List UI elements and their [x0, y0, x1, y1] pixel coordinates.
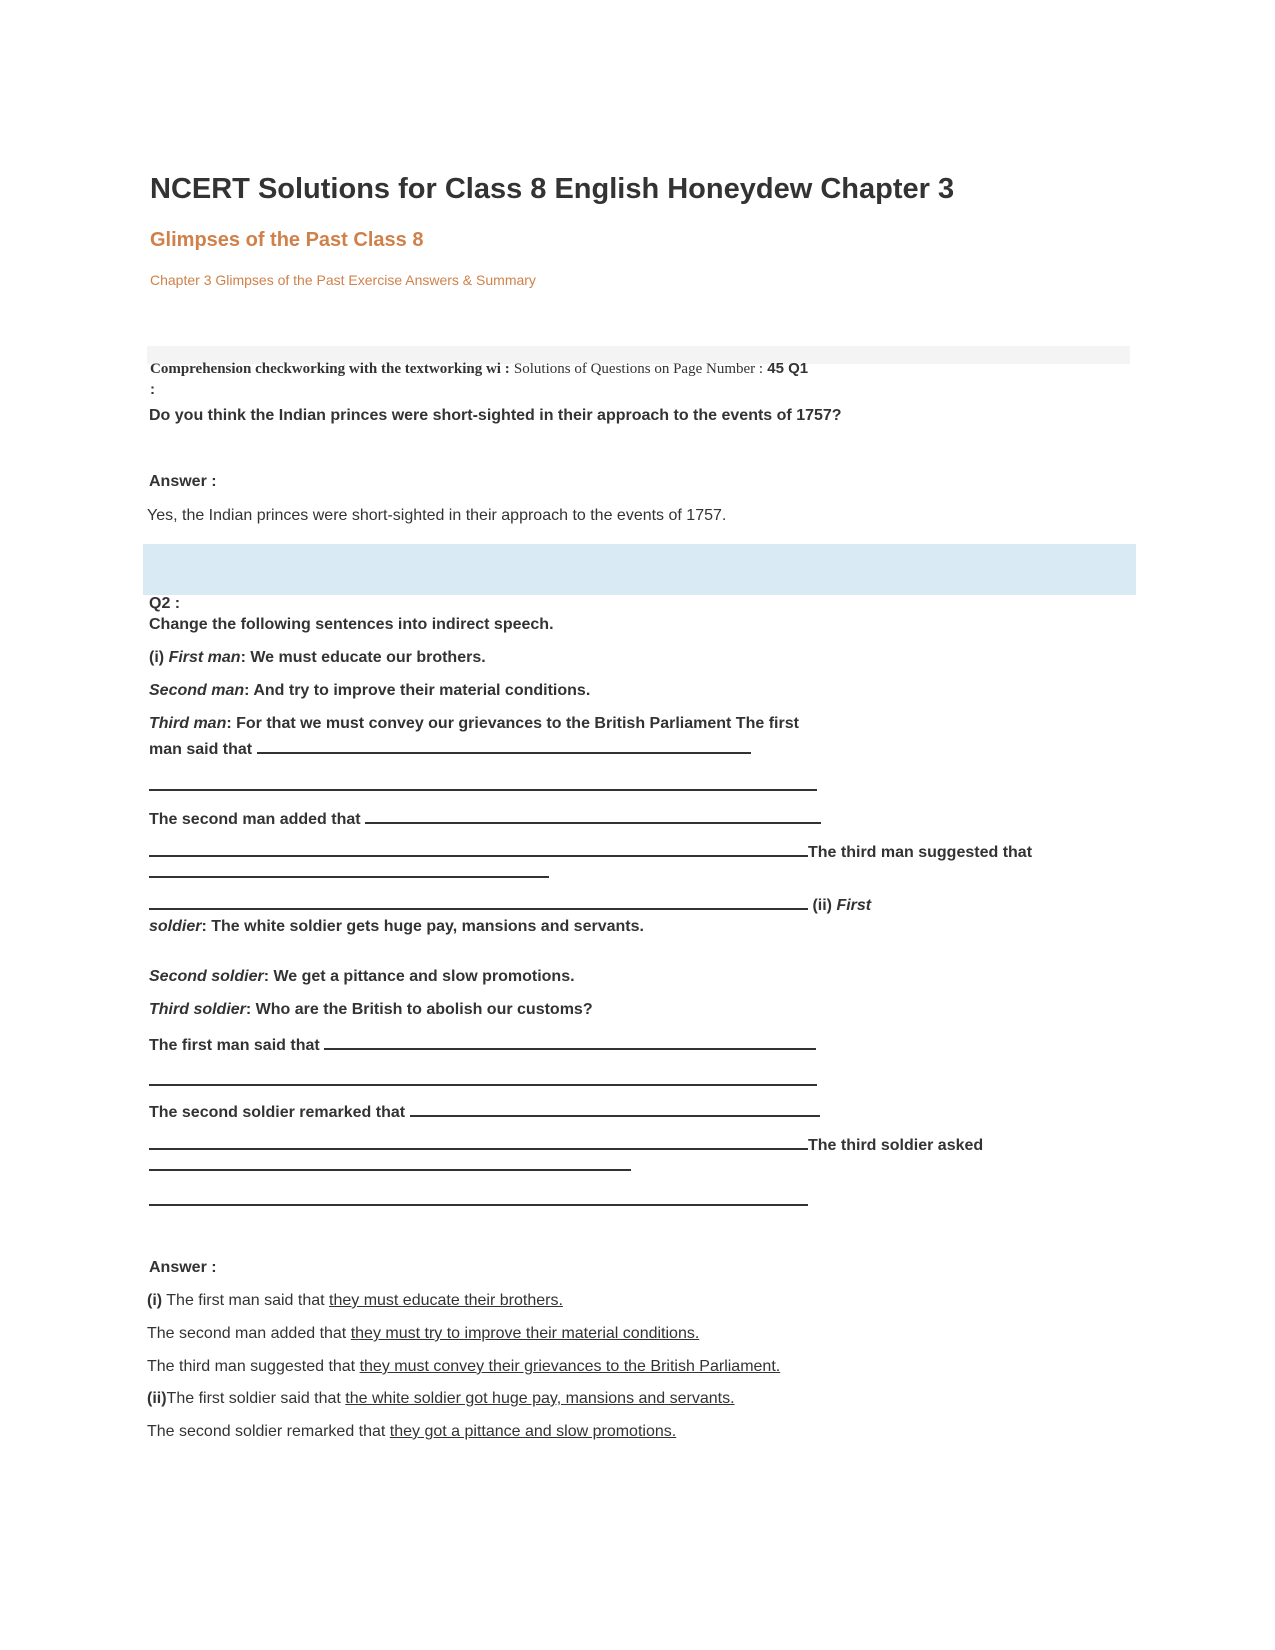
answer-underlined: they must try to improve their material conditions.	[350, 1325, 700, 1342]
fill-blank	[149, 775, 817, 791]
blank-line	[149, 775, 817, 796]
first-man-speaker: First man	[168, 649, 241, 666]
first-soldier-text: : The white soldier gets huge pay, mansions and servants.	[201, 918, 644, 935]
part-ii-line	[149, 894, 871, 915]
second-soldier-remarked-line	[149, 1101, 820, 1122]
answer-underlined: the white soldier got huge pay, mansions and servants.	[345, 1390, 735, 1407]
fill-blank	[410, 1101, 820, 1117]
fill-blank	[149, 1070, 817, 1086]
answer-lead: The second soldier remarked that	[147, 1423, 390, 1440]
second-man-text: : And try to improve their material conditions.	[244, 682, 591, 699]
second-soldier-line	[149, 968, 575, 986]
q2-answer-row	[147, 1358, 780, 1376]
q2-answer-label: Answer :	[149, 1259, 217, 1276]
answer-lead: The second man added that	[147, 1325, 351, 1342]
section-heading	[150, 360, 808, 378]
man-said-that-label: man said that	[149, 741, 253, 758]
q2-label: Q2 :	[149, 595, 181, 612]
fill-blank	[365, 808, 821, 824]
answer-marker: (ii)	[147, 1390, 167, 1407]
blank-line	[149, 1190, 808, 1211]
answer-lead: The first man said that	[162, 1292, 329, 1309]
q2-answer-row	[147, 1390, 735, 1408]
answer-underlined: they got a pittance and slow promotions.	[389, 1423, 677, 1440]
page-tagline: Chapter 3 Glimpses of the Past Exercise Answers & Summary	[150, 272, 536, 288]
third-soldier-asked-label: The third soldier asked	[808, 1137, 984, 1154]
q1-answer: Yes, the Indian princes were short-sighted in their approach to the events of 1757.	[147, 507, 727, 524]
q2-second-man-line	[149, 682, 590, 700]
q2-first-man-line	[149, 649, 486, 667]
third-man-suggested-label: The third man suggested that	[808, 844, 1033, 861]
section-heading-bold: Comprehension checkworking with the textworking wi :	[150, 361, 510, 377]
answer-underlined: they must educate their brothers.	[329, 1292, 563, 1309]
soldier-speaker-word: soldier	[149, 918, 202, 935]
fill-blank	[257, 738, 751, 754]
q1-label: Q1	[788, 360, 809, 377]
answer-marker: (i)	[147, 1292, 163, 1309]
second-soldier-text: : We get a pittance and slow promotions.	[263, 968, 575, 985]
q1-answer-label: Answer :	[149, 473, 217, 490]
page-title: NCERT Solutions for Class 8 English Honeydew Chapter 3	[150, 173, 955, 205]
page-subtitle: Glimpses of the Past Class 8	[150, 229, 424, 251]
part-ii-marker: (ii)	[812, 897, 832, 914]
fill-blank	[149, 1134, 808, 1150]
first-soldier-line	[149, 918, 644, 936]
first-man-text: : We must educate our brothers.	[240, 649, 486, 666]
q2-third-man-line	[149, 715, 799, 733]
separator-band	[143, 544, 1136, 595]
second-man-added-line	[149, 808, 821, 829]
answer-lead: The third man suggested that	[147, 1358, 360, 1375]
fill-blank	[149, 862, 549, 878]
fill-blank	[149, 1155, 631, 1171]
third-man-suggested-line	[149, 841, 1032, 862]
second-soldier-speaker: Second soldier	[149, 968, 264, 985]
first-man-said-label: The first man said that	[149, 1037, 320, 1054]
second-man-added-label: The second man added that	[149, 811, 361, 828]
third-soldier-asked-line	[149, 1134, 983, 1155]
blank-line	[149, 1155, 631, 1176]
third-soldier-text: : Who are the British to abolish our customs?	[245, 1001, 593, 1018]
fill-blank	[324, 1034, 816, 1050]
third-man-speaker: Third man	[149, 715, 227, 732]
section-heading-text: Solutions of Questions on Page Number :	[513, 361, 764, 377]
fill-blank	[149, 894, 808, 910]
man-said-that-line	[149, 738, 751, 759]
q1-colon: :	[150, 381, 155, 398]
part-i-marker: (i)	[149, 649, 165, 666]
q2-instruction: Change the following sentences into indirect speech.	[149, 616, 554, 633]
q2-answer-row	[147, 1292, 563, 1310]
second-soldier-remarked-label: The second soldier remarked that	[149, 1104, 406, 1121]
third-soldier-speaker: Third soldier	[149, 1001, 246, 1018]
q2-answer-row	[147, 1423, 676, 1441]
second-man-speaker: Second man	[149, 682, 245, 699]
q1-question: Do you think the Indian princes were short-sighted in their approach to the events of 1757?	[149, 407, 842, 424]
first-man-said-line	[149, 1034, 816, 1055]
answer-lead: The first soldier said that	[166, 1390, 346, 1407]
fill-blank	[149, 1190, 808, 1206]
blank-line	[149, 1070, 817, 1091]
fill-blank	[149, 841, 808, 857]
first-speaker-word: First	[836, 897, 872, 914]
answer-underlined: they must convey their grievances to the British Parliament.	[359, 1358, 781, 1375]
third-man-text: : For that we must convey our grievances to the British Parliament The first	[226, 715, 799, 732]
q2-answer-row	[147, 1325, 699, 1343]
blank-line	[149, 862, 549, 883]
third-soldier-line	[149, 1001, 593, 1019]
section-page-number: 45	[767, 360, 784, 377]
